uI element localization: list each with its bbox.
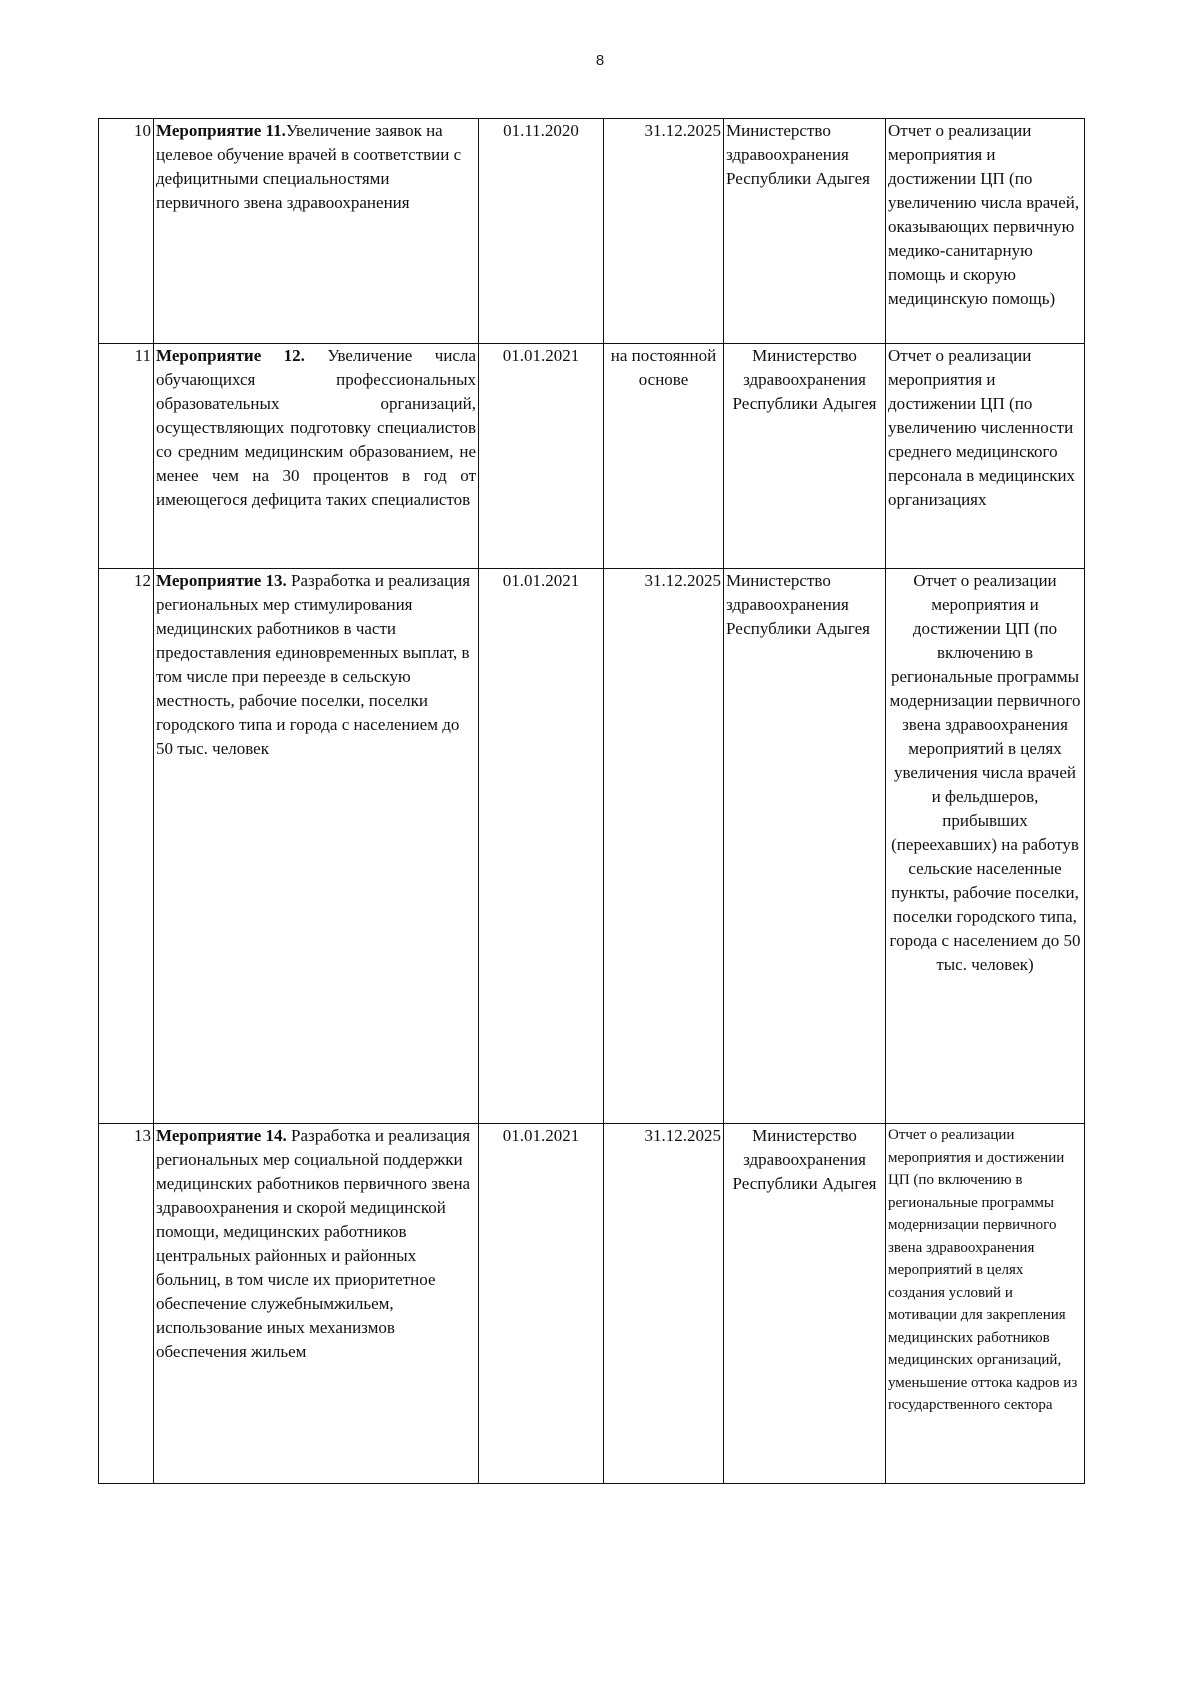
row-number: 10 bbox=[99, 119, 154, 344]
row-number: 11 bbox=[99, 344, 154, 569]
row-number: 12 bbox=[99, 569, 154, 1124]
start-date: 01.11.2020 bbox=[479, 119, 604, 344]
measure-text: Разработка и реализация региональных мер стимулирования медицинских работников в части предоставления единовременных выплат, в том числе при переезде в сельскую местность, рабочие поселки, поселки городского типа и города с населением до 50 тыс. человек bbox=[156, 571, 471, 758]
measure-title: Мероприятие 12. bbox=[156, 346, 305, 365]
measure-description bbox=[154, 1124, 479, 1484]
measure-text: Увеличение заявок на целевое обучение врачей в соответствии с дефицитными специальностями первичного звена здравоохранения bbox=[156, 121, 462, 212]
end-date: на постоянной основе bbox=[604, 344, 724, 569]
measure-text: Разработка и реализация региональных мер социальной поддержки медицинских работников первичного звена здравоохранения и скорой медицинской помощи, медицинских работников центральных районных и районных больниц, в том числе их приоритетное обеспечение служебнымжильем, использование иных механизмов обеспечения жильем bbox=[156, 1126, 471, 1361]
measure-description bbox=[154, 344, 479, 569]
table-row bbox=[99, 1124, 1085, 1484]
end-date: 31.12.2025 bbox=[604, 569, 724, 1124]
start-date: 01.01.2021 bbox=[479, 344, 604, 569]
executor: Министерство здравоохранения Республики Адыгея bbox=[724, 119, 886, 344]
report-form: Отчет о реализации мероприятия и достижении ЦП (по увеличению численности среднего медицинского персонала в медицинских организациях bbox=[886, 344, 1085, 569]
report-form: Отчет о реализации мероприятия и достижении ЦП (по увеличению числа врачей, оказывающих первичную медико-санитарную помощь и скорую медицинскую помощь) bbox=[886, 119, 1085, 344]
table-row bbox=[99, 344, 1085, 569]
report-form: Отчет о реализации мероприятия и достижении ЦП (по включению в региональные программы модернизации первичного звена здравоохранения мероприятий в целях увеличения числа врачей и фельдшеров, прибывших (переехавших) на работув сельские населенные пункты, рабочие поселки, поселки городского типа, города с населением до 50 тыс. человек) bbox=[886, 569, 1085, 1124]
table-row bbox=[99, 119, 1085, 344]
measure-title: Мероприятие 13. bbox=[156, 571, 287, 590]
start-date: 01.01.2021 bbox=[479, 569, 604, 1124]
end-date: 31.12.2025 bbox=[604, 119, 724, 344]
executor: Министерство здравоохранения Республики Адыгея bbox=[724, 344, 886, 569]
measure-title: Мероприятие 11. bbox=[156, 121, 286, 140]
measure-description bbox=[154, 119, 479, 344]
measure-description bbox=[154, 569, 479, 1124]
start-date: 01.01.2021 bbox=[479, 1124, 604, 1484]
executor: Министерство здравоохранения Республики Адыгея bbox=[724, 569, 886, 1124]
executor: Министерство здравоохранения Республики Адыгея bbox=[724, 1124, 886, 1484]
report-form: Отчет о реализации мероприятия и достижении ЦП (по включению в региональные программы модернизации первичного звена здравоохранения мероприятий в целях создания условий и мотивации для закрепления медицинских работников медицинских организаций, уменьшение оттока кадров из государственного сектора bbox=[886, 1124, 1085, 1484]
measure-title: Мероприятие 14. bbox=[156, 1126, 287, 1145]
measure-text: Увеличение числа обучающихся профессиональных образовательных организаций, осуществляющих подготовку специалистов со средним медицинским образованием, не менее чем на 30 процентов в год от имеющегося дефицита таких специалистов bbox=[156, 346, 476, 509]
page-number: 8 bbox=[595, 52, 605, 69]
measures-table bbox=[98, 118, 1085, 1484]
table-row bbox=[99, 569, 1085, 1124]
row-number: 13 bbox=[99, 1124, 154, 1484]
end-date: 31.12.2025 bbox=[604, 1124, 724, 1484]
